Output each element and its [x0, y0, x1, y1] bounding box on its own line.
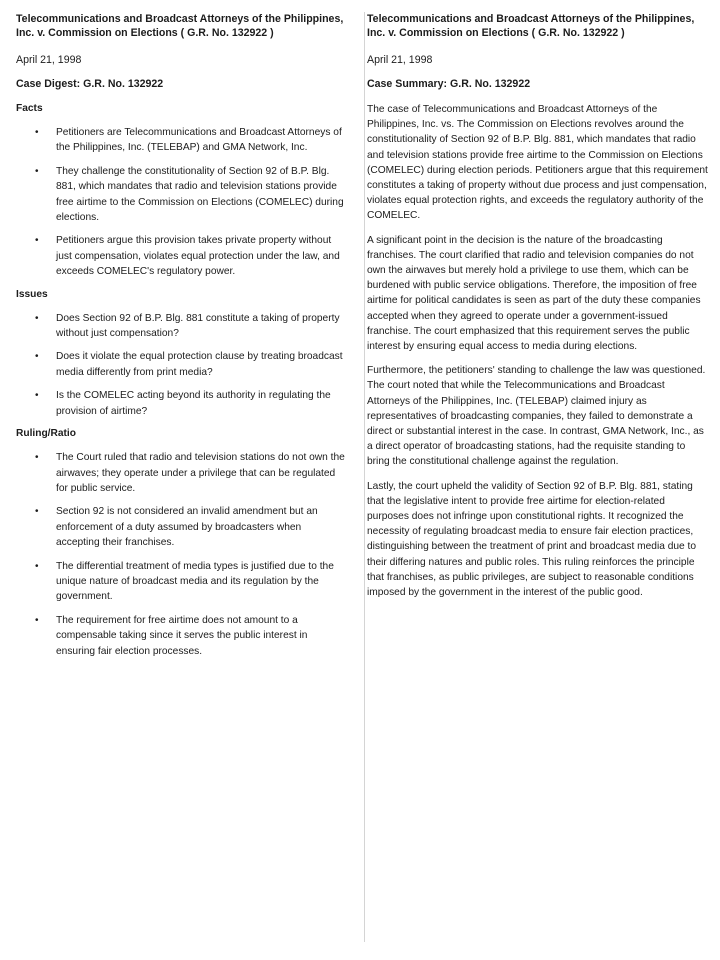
summary-date: April 21, 1998	[367, 54, 433, 66]
list-item: • The differential treatment of media types is justified due to the unique nature of broadcast media and its regulation by the government.	[35, 560, 334, 603]
list-item: • Does Section 92 of B.P. Blg. 881 constitute a taking of property without just compensation?	[35, 312, 340, 340]
bullet-icon: •	[35, 614, 39, 626]
list-item: • They challenge the constitutionality of Section 92 of B.P. Blg. 881, which mandates that radio and television stations provide free airtime to the Commission on Elections (COMELEC) during elections.	[35, 165, 344, 224]
ruling-list	[16, 450, 347, 659]
bullet-icon: •	[35, 390, 39, 402]
list-item: • The Court ruled that radio and television stations do not own the airwaves; they operate under a privilege that can be regulated for public service.	[35, 452, 345, 494]
issues-list	[16, 311, 347, 419]
facts-heading: Facts	[16, 103, 43, 114]
list-item: • The requirement for free airtime does not amount to a compensable taking since it serves the public interest in ensuring fair election processes.	[35, 614, 308, 657]
bullet-icon: •	[35, 235, 39, 247]
digest-heading: Case Digest: G.R. No. 132922	[16, 78, 164, 90]
summary-paragraph: Furthermore, the petitioners' standing to challenge the law was questioned. The court noted that while the Telecommunications and Broadcast Attorneys of the Philippines, Inc. (TELEBAP) claimed injury as representatives of broadcasting companies, they failed to demonstrate a direct or substantial interest in the case. In contrast, GMA Network, Inc., as a direct operator of broadcasting stations, had the requisite standing to bring the constitutional challenge against the regulation.	[367, 365, 706, 468]
bullet-icon: •	[35, 452, 39, 464]
bullet-icon: •	[35, 312, 39, 324]
bullet-icon: •	[35, 351, 39, 363]
bullet-icon: •	[35, 127, 39, 138]
summary-case-title: Telecommunications and Broadcast Attorneys of the Philippines, Inc. v. Commission on Elections ( G.R. No. 132922 )	[367, 13, 695, 39]
list-item: • Petitioners argue this provision takes private property without just compensation, violates equal protection under the law, and exceeds COMELEC's regulatory power.	[35, 235, 340, 278]
summary-paragraph: A significant point in the decision is the nature of the broadcasting franchises. The court clarified that radio and television companies do not own the airwaves but merely hold a privilege to use them, which can be burdened with public service obligations. Therefore, the imposition of free airtime for political candidates is seen as part of the duty these companies accepted when they agreed to operate under a government-issued franchise. The court emphasized that this requirement serves the public interest by ensuring equal access to media during elections.	[367, 234, 701, 353]
digest-date: April 21, 1998	[16, 54, 82, 66]
list-item: • Is the COMELEC acting beyond its authority in regulating the provision of airtime?	[35, 390, 331, 417]
bullet-icon: •	[35, 560, 39, 572]
issues-heading: Issues	[16, 288, 48, 300]
list-item: • Petitioners are Telecommunications and Broadcast Attorneys of the Philippines, Inc. (TELEBAP) and GMA Network, Inc.	[35, 127, 342, 154]
case-summary-column	[365, 0, 720, 960]
summary-paragraph: Lastly, the court upheld the validity of Section 92 of B.P. Blg. 881, stating that the legislative intent to provide free airtime for election-related purposes does not infringe upon constitutional rights. It recognized the necessity of regulating broadcast media to ensure fair election practices, distinguishing between the treatment of print and broadcast media due to their differing natures and public roles. This ruling reinforces the principle that franchises, as public privileges, are subject to reasonable conditions imposed by the government in the interest of the public good.	[367, 480, 697, 599]
bullet-icon: •	[35, 165, 39, 177]
ruling-heading: Ruling/Ratio	[16, 428, 76, 440]
column-divider	[364, 12, 365, 942]
digest-case-title: Telecommunications and Broadcast Attorneys of the Philippines, Inc. v. Commission on Elections ( G.R. No. 132922 )	[16, 13, 344, 39]
bullet-icon: •	[35, 506, 39, 518]
summary-paragraph: The case of Telecommunications and Broadcast Attorneys of the Philippines, Inc. vs. The Commission on Elections revolves around the constitutionality of Section 92 of B.P. Blg. 881, which mandates that radio and television stations provide free airtime to the Commission on Elections (COMELEC) during election periods. Petitioners argue that this requirement constitutes a taking of property without due process and just compensation, violates equal protection rights, and exceeds the regulatory authority of the COMELEC.	[367, 104, 708, 222]
list-item: • Section 92 is not considered an invalid amendment but an enforcement of a duty assumed by broadcasters when accepting their franchises.	[35, 506, 318, 549]
summary-heading: Case Summary: G.R. No. 132922	[367, 78, 531, 90]
list-item: • Does it violate the equal protection clause by treating broadcast media differently from print media?	[35, 351, 343, 378]
facts-list	[16, 125, 347, 280]
